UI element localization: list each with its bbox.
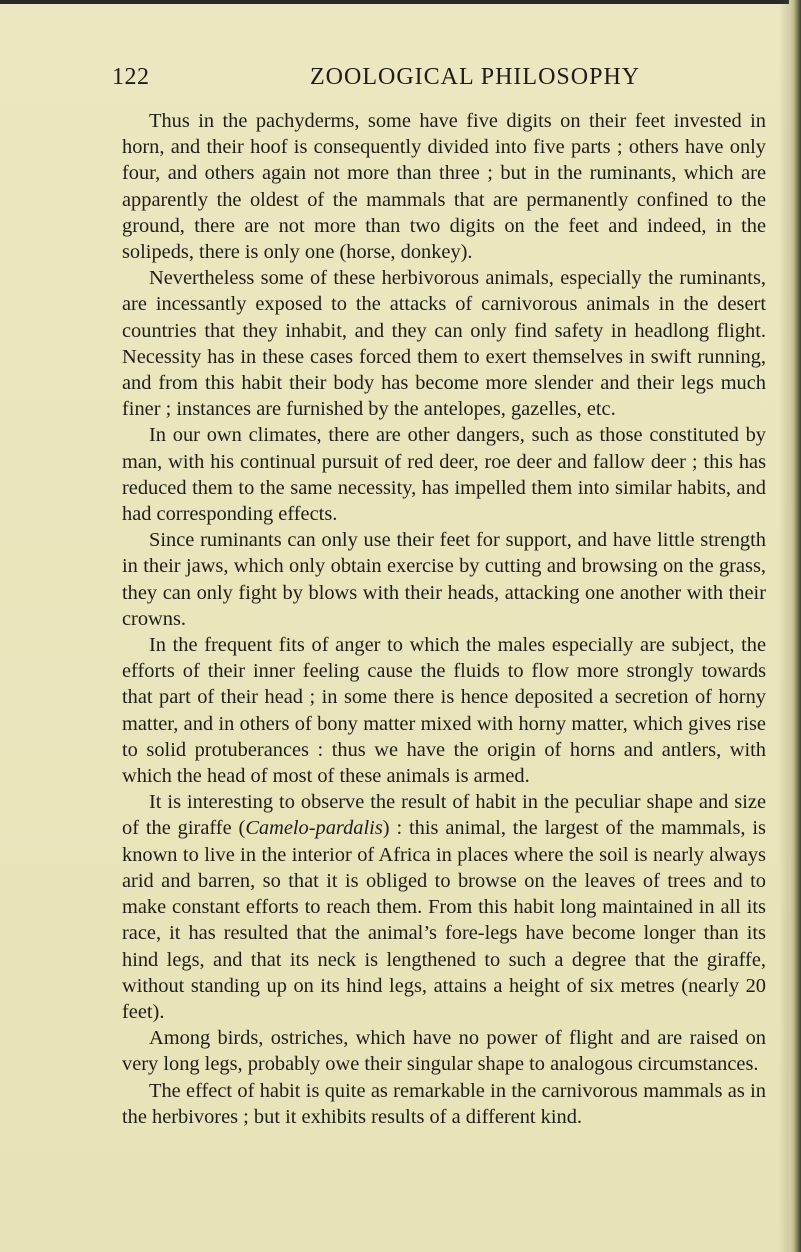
paragraph: The effect of habit is quite as remarkable in the carnivorous mammals as in the herbivores ; but it exhibits results of a different kind. bbox=[122, 1079, 766, 1128]
page-edge bbox=[789, 0, 801, 1252]
paragraph: Among birds, ostriches, which have no power of flight and are raised on very long legs, probably owe their singular shape to analogous circumstances. bbox=[122, 1027, 766, 1076]
species-name: Camelo-pardalis bbox=[245, 817, 383, 840]
paragraph-text: ) : this animal, the largest of the mammals, is known to live in the interior of Africa in places where the soil is nearly always arid and barren, so that it is obliged to browse on the leaves of trees and to make constant efforts to reach them. From this habit long maintained in all its race, it has resulted that the animal’s fore-legs have become longer than its hind legs, and that its neck is lengthened to such a degree that the giraffe, without standing up on its hind legs, attains a height of six metres (nearly 20 feet). bbox=[122, 817, 766, 1023]
running-title: ZOOLOGICAL PHILOSOPHY bbox=[310, 64, 641, 90]
paragraph: Nevertheless some of these herbivorous animals, especially the ruminants, are incessantly exposed to the attacks of carnivorous animals in the desert countries that they inhabit, and they can only find safety in headlong flight. Necessity has in these cases forced them to exert themselves in swift running, and from this habit their body has become more slender and their legs much finer ; instances are furnished by the antelopes, gazelles, etc. bbox=[122, 267, 766, 421]
page-curl-shadow bbox=[779, 0, 789, 1252]
paragraph-text: It is interesting to observe the result of habit in the peculiar shape and size of the giraffe ( bbox=[122, 791, 766, 840]
paragraph: Thus in the pachyderms, some have five digits on their feet invested in horn, and their hoof is consequently divided into five parts ; others have only four, and others again not more than three ; but in the ruminants, which are apparently the oldest of the mammals that are permanently confined to the ground, there are not more than two digits on the feet and indeed, in the solipeds, there is only one (horse, donkey). bbox=[122, 110, 766, 264]
body-text bbox=[122, 108, 766, 1130]
page-number: 122 bbox=[112, 64, 150, 90]
top-edge-rule bbox=[0, 0, 801, 4]
running-header bbox=[100, 64, 760, 98]
paragraph: In the frequent fits of anger to which the males especially are subject, the efforts of their inner feeling cause the fluids to flow more strongly towards that part of their head ; in some there is hence deposited a secretion of horny matter, and in others of bony matter mixed with horny matter, which gives rise to solid protuberances : thus we have the origin of horns and antlers, with which the head of most of these animals is armed. bbox=[122, 634, 766, 788]
paragraph: Since ruminants can only use their feet for support, and have little strength in their jaws, which only obtain exercise by cutting and browsing on the grass, they can only fight by blows with their heads, attacking one another with their crowns. bbox=[122, 529, 766, 630]
paragraph-giraffe bbox=[122, 789, 766, 1025]
paragraph: In our own climates, there are other dangers, such as those constituted by man, with his continual pursuit of red deer, roe deer and fallow deer ; this has reduced them to the same necessity, has impelled them into similar habits, and had corresponding effects. bbox=[122, 424, 766, 526]
